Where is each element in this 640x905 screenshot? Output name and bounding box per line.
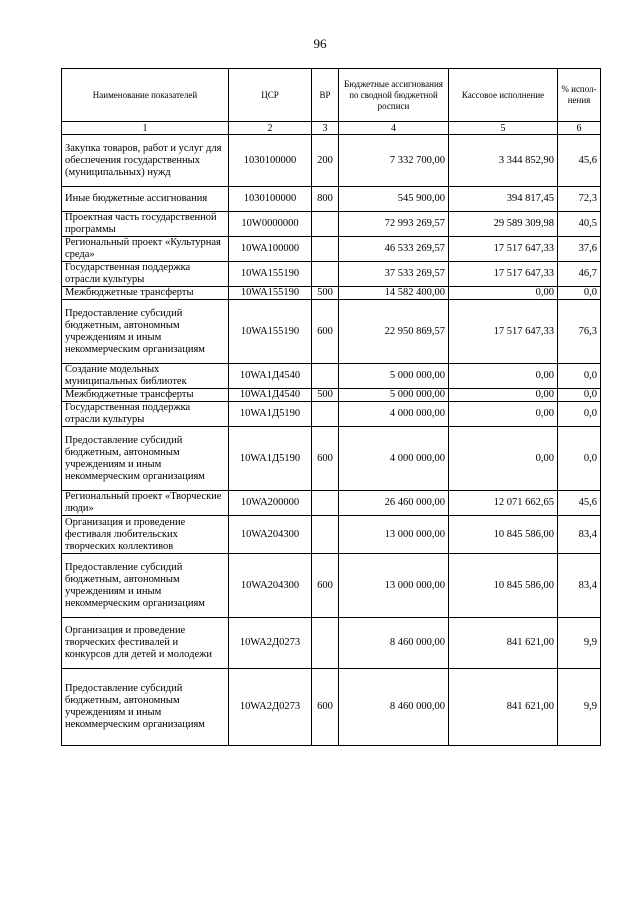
header-budget: Бюджетные ассигнования по сводной бюджетной росписи bbox=[339, 69, 449, 122]
cell-budget: 4 000 000,00 bbox=[339, 402, 449, 427]
cell-vr bbox=[312, 262, 339, 287]
cell-budget: 46 533 269,57 bbox=[339, 237, 449, 262]
table-row bbox=[62, 618, 601, 669]
table-body bbox=[62, 135, 601, 746]
cell-budget: 545 900,00 bbox=[339, 187, 449, 212]
cell-csr: 10WA200000 bbox=[229, 491, 312, 516]
cell-cash: 17 517 647,33 bbox=[449, 300, 558, 364]
table-row bbox=[62, 491, 601, 516]
cell-vr bbox=[312, 516, 339, 554]
page-number: 96 bbox=[313, 36, 327, 51]
cell-csr: 10WA204300 bbox=[229, 516, 312, 554]
table-row bbox=[62, 402, 601, 427]
cell-pct: 9,9 bbox=[558, 618, 601, 669]
cell-pct: 9,9 bbox=[558, 669, 601, 746]
cell-budget: 4 000 000,00 bbox=[339, 427, 449, 491]
column-number: 5 bbox=[449, 122, 558, 135]
cell-csr: 10WA1Д4540 bbox=[229, 389, 312, 402]
cell-vr bbox=[312, 237, 339, 262]
table-row bbox=[62, 427, 601, 491]
cell-vr bbox=[312, 364, 339, 389]
cell-pct: 0,0 bbox=[558, 402, 601, 427]
cell-vr bbox=[312, 618, 339, 669]
cell-budget: 13 000 000,00 bbox=[339, 516, 449, 554]
cell-cash: 3 344 852,90 bbox=[449, 135, 558, 187]
cell-pct: 0,0 bbox=[558, 389, 601, 402]
cell-cash: 0,00 bbox=[449, 389, 558, 402]
column-number: 4 bbox=[339, 122, 449, 135]
cell-csr: 10WA1Д4540 bbox=[229, 364, 312, 389]
cell-vr bbox=[312, 402, 339, 427]
column-numbers-row bbox=[62, 122, 601, 135]
cell-cash: 17 517 647,33 bbox=[449, 262, 558, 287]
cell-name: Предоставление субсидий бюджетным, автономным учреждениям и иным некоммерческим организациям bbox=[62, 554, 229, 618]
budget-execution-table bbox=[61, 68, 601, 746]
cell-vr: 600 bbox=[312, 427, 339, 491]
column-number: 1 bbox=[62, 122, 229, 135]
cell-name: Предоставление субсидий бюджетным, автономным учреждениям и иным некоммерческим организациям bbox=[62, 669, 229, 746]
cell-cash: 17 517 647,33 bbox=[449, 237, 558, 262]
cell-cash: 0,00 bbox=[449, 287, 558, 300]
cell-vr: 600 bbox=[312, 554, 339, 618]
cell-cash: 394 817,45 bbox=[449, 187, 558, 212]
header-name: Наименование показателей bbox=[62, 69, 229, 122]
cell-name: Иные бюджетные ассигнования bbox=[62, 187, 229, 212]
cell-csr: 10WA2Д0273 bbox=[229, 669, 312, 746]
cell-budget: 22 950 869,57 bbox=[339, 300, 449, 364]
cell-cash: 0,00 bbox=[449, 402, 558, 427]
cell-vr: 200 bbox=[312, 135, 339, 187]
table-row bbox=[62, 237, 601, 262]
cell-cash: 0,00 bbox=[449, 364, 558, 389]
cell-name: Региональный проект «Культурная среда» bbox=[62, 237, 229, 262]
header-csr: ЦСР bbox=[229, 69, 312, 122]
cell-pct: 46,7 bbox=[558, 262, 601, 287]
cell-name: Межбюджетные трансферты bbox=[62, 287, 229, 300]
table-row bbox=[62, 516, 601, 554]
cell-vr bbox=[312, 212, 339, 237]
cell-cash: 10 845 586,00 bbox=[449, 554, 558, 618]
table-row bbox=[62, 669, 601, 746]
table-row bbox=[62, 135, 601, 187]
cell-csr: 10WA155190 bbox=[229, 262, 312, 287]
cell-vr: 500 bbox=[312, 287, 339, 300]
cell-pct: 45,6 bbox=[558, 491, 601, 516]
header-pct: % испол-нения bbox=[558, 69, 601, 122]
cell-budget: 26 460 000,00 bbox=[339, 491, 449, 516]
table-row bbox=[62, 212, 601, 237]
cell-csr: 10WA2Д0273 bbox=[229, 618, 312, 669]
cell-name: Создание модельных муниципальных библиотек bbox=[62, 364, 229, 389]
cell-vr: 500 bbox=[312, 389, 339, 402]
table-row bbox=[62, 187, 601, 212]
cell-pct: 83,4 bbox=[558, 554, 601, 618]
cell-budget: 5 000 000,00 bbox=[339, 389, 449, 402]
cell-cash: 0,00 bbox=[449, 427, 558, 491]
cell-budget: 8 460 000,00 bbox=[339, 669, 449, 746]
cell-csr: 10WA1Д5190 bbox=[229, 402, 312, 427]
cell-cash: 10 845 586,00 bbox=[449, 516, 558, 554]
cell-cash: 29 589 309,98 bbox=[449, 212, 558, 237]
cell-budget: 7 332 700,00 bbox=[339, 135, 449, 187]
cell-pct: 0,0 bbox=[558, 364, 601, 389]
column-number: 2 bbox=[229, 122, 312, 135]
header-vr: ВР bbox=[312, 69, 339, 122]
cell-name: Региональный проект «Творческие люди» bbox=[62, 491, 229, 516]
cell-name: Закупка товаров, работ и услуг для обеспечения государственных (муниципальных) нужд bbox=[62, 135, 229, 187]
cell-cash: 841 621,00 bbox=[449, 669, 558, 746]
cell-budget: 37 533 269,57 bbox=[339, 262, 449, 287]
cell-vr: 800 bbox=[312, 187, 339, 212]
cell-pct: 37,6 bbox=[558, 237, 601, 262]
cell-vr: 600 bbox=[312, 669, 339, 746]
cell-csr: 10WA155190 bbox=[229, 287, 312, 300]
cell-pct: 0,0 bbox=[558, 427, 601, 491]
cell-budget: 5 000 000,00 bbox=[339, 364, 449, 389]
cell-name: Межбюджетные трансферты bbox=[62, 389, 229, 402]
cell-cash: 841 621,00 bbox=[449, 618, 558, 669]
cell-name: Предоставление субсидий бюджетным, автономным учреждениям и иным некоммерческим организациям bbox=[62, 300, 229, 364]
cell-csr: 1030100000 bbox=[229, 135, 312, 187]
column-number: 3 bbox=[312, 122, 339, 135]
cell-budget: 14 582 400,00 bbox=[339, 287, 449, 300]
column-number: 6 bbox=[558, 122, 601, 135]
table-row bbox=[62, 262, 601, 287]
cell-name: Предоставление субсидий бюджетным, автономным учреждениям и иным некоммерческим организациям bbox=[62, 427, 229, 491]
cell-csr: 10W0000000 bbox=[229, 212, 312, 237]
table-row bbox=[62, 287, 601, 300]
cell-cash: 12 071 662,65 bbox=[449, 491, 558, 516]
table-row bbox=[62, 364, 601, 389]
cell-pct: 72,3 bbox=[558, 187, 601, 212]
cell-pct: 40,5 bbox=[558, 212, 601, 237]
cell-pct: 45,6 bbox=[558, 135, 601, 187]
cell-name: Государственная поддержка отрасли культуры bbox=[62, 262, 229, 287]
table-row bbox=[62, 300, 601, 364]
cell-pct: 76,3 bbox=[558, 300, 601, 364]
cell-pct: 83,4 bbox=[558, 516, 601, 554]
header-cash: Кассовое исполнение bbox=[449, 69, 558, 122]
table-row bbox=[62, 389, 601, 402]
cell-vr bbox=[312, 491, 339, 516]
cell-budget: 13 000 000,00 bbox=[339, 554, 449, 618]
cell-csr: 10WA155190 bbox=[229, 300, 312, 364]
cell-pct: 0,0 bbox=[558, 287, 601, 300]
cell-budget: 72 993 269,57 bbox=[339, 212, 449, 237]
cell-name: Организация и проведение творческих фестивалей и конкурсов для детей и молодежи bbox=[62, 618, 229, 669]
cell-csr: 10WA100000 bbox=[229, 237, 312, 262]
cell-csr: 1030100000 bbox=[229, 187, 312, 212]
cell-csr: 10WA1Д5190 bbox=[229, 427, 312, 491]
cell-name: Организация и проведение фестиваля любительских творческих коллективов bbox=[62, 516, 229, 554]
cell-csr: 10WA204300 bbox=[229, 554, 312, 618]
cell-name: Государственная поддержка отрасли культуры bbox=[62, 402, 229, 427]
cell-vr: 600 bbox=[312, 300, 339, 364]
table-row bbox=[62, 554, 601, 618]
header-row bbox=[62, 69, 601, 122]
cell-budget: 8 460 000,00 bbox=[339, 618, 449, 669]
cell-name: Проектная часть государственной программы bbox=[62, 212, 229, 237]
